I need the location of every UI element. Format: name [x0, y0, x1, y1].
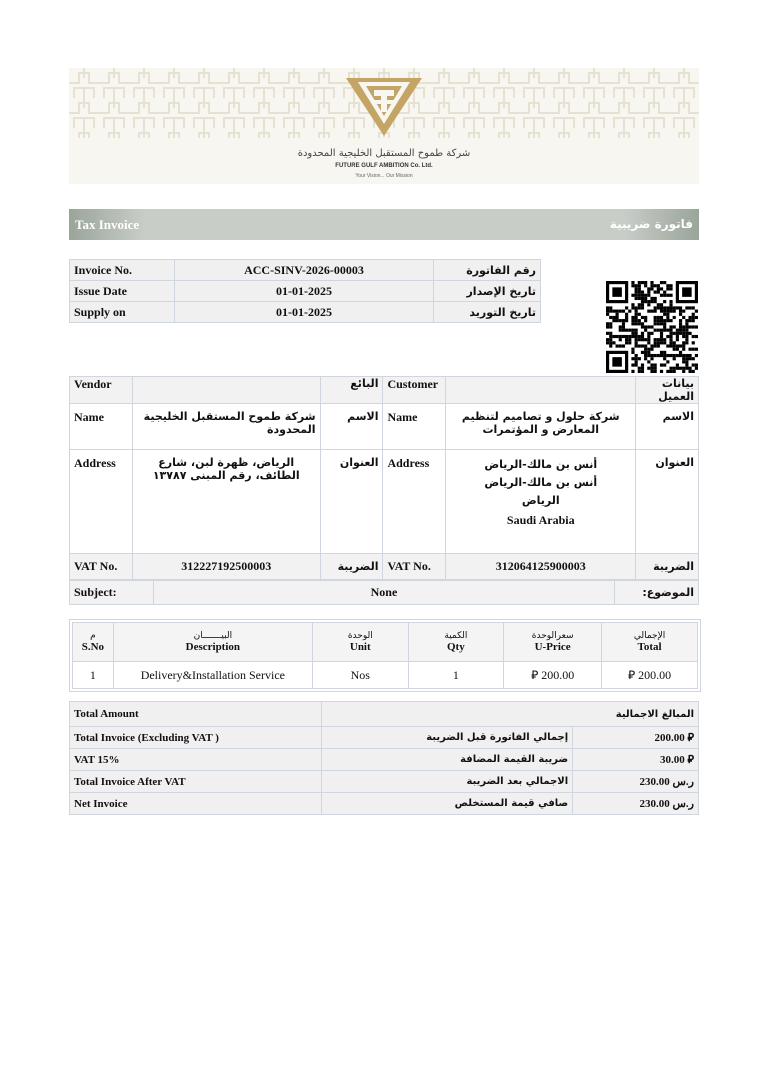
- vendor-vat-label-ar: الضريبة: [320, 554, 383, 580]
- vat-label-ar: ضريبة القيمة المضافة: [321, 749, 573, 771]
- customer-country: Saudi Arabia: [506, 513, 575, 527]
- vendor-label: Vendor: [70, 377, 133, 404]
- vendor-name-label-ar: الاسم: [320, 404, 383, 450]
- col-sno-en: S.No: [81, 641, 105, 653]
- col-total-en: Total: [637, 641, 662, 653]
- party-header-row: [70, 377, 699, 404]
- customer-address-label: Address: [383, 450, 446, 554]
- customer-label: Customer: [383, 377, 446, 404]
- title-bar: [69, 209, 699, 240]
- col-price-en: U-Price: [534, 641, 571, 653]
- invoice-no-label-ar: رقم الفاتورة: [434, 260, 541, 281]
- party-address-row: [70, 450, 699, 554]
- totals-row: [70, 771, 699, 793]
- totals-row: [70, 727, 699, 749]
- invoice-no-value: ACC-SINV-2026-00003: [174, 260, 434, 281]
- vat-value: 30.00 ⃁: [573, 749, 699, 771]
- issue-date-label: Issue Date: [70, 281, 175, 302]
- invoice-no-label: Invoice No.: [70, 260, 175, 281]
- customer-address: [446, 450, 636, 554]
- col-total-ar: الإجمالي: [633, 631, 666, 641]
- col-unit-en: Unit: [349, 641, 371, 653]
- col-qty-ar: الكمية: [444, 631, 468, 641]
- title-en: Tax Invoice: [75, 217, 140, 232]
- col-description-ar: البيـــــــان: [193, 631, 233, 641]
- customer-vat: 312064125900003: [446, 554, 636, 580]
- title-ar: فاتورة ضريبية: [609, 217, 693, 231]
- subject-label: Subject:: [70, 581, 154, 605]
- customer-address-line: الرياض: [521, 494, 560, 507]
- totals-row: [70, 749, 699, 771]
- customer-name-label: Name: [383, 404, 446, 450]
- col-sno-ar: م: [90, 631, 96, 641]
- customer-address-line: أنس بن مالك-الرياض: [484, 476, 598, 489]
- col-unit-ar: الوحدة: [347, 631, 373, 641]
- company-tagline: Your Vision... Our Mission: [355, 173, 413, 179]
- vendor-blank: [132, 377, 320, 404]
- party-name-row: [70, 404, 699, 450]
- supply-date-label: Supply on: [70, 302, 175, 323]
- col-price: [504, 623, 602, 662]
- col-description: [113, 623, 312, 662]
- company-name-en: FUTURE GULF AMBITION Co. Ltd.: [335, 163, 433, 169]
- col-unit: [312, 623, 408, 662]
- vendor-address: الرياض، ظهرة لبن، شارع الطائف، رقم المبنى ١٣٧٨٧: [132, 450, 320, 554]
- party-vat-row: [70, 554, 699, 580]
- col-qty-en: Qty: [447, 641, 465, 653]
- qr-code: [606, 281, 698, 373]
- total-excl-vat-label: Total Invoice (Excluding VAT ): [70, 727, 322, 749]
- net-invoice-value: ر.س 230.00: [573, 793, 699, 815]
- items-header-row: [73, 623, 698, 662]
- vat-label: VAT 15%: [70, 749, 322, 771]
- totals-row: [70, 793, 699, 815]
- vendor-name: شركة طموح المستقبل الخليجية المحدودة: [132, 404, 320, 450]
- customer-address-line: أنس بن مالك-الرياض: [484, 458, 598, 471]
- supply-date-value: 01-01-2025: [174, 302, 434, 323]
- vendor-label-ar: البائع: [320, 377, 383, 404]
- vendor-address-label: Address: [70, 450, 133, 554]
- col-description-en: Description: [185, 641, 241, 653]
- total-after-vat-label-ar: الاجمالي بعد الضريبة: [321, 771, 573, 793]
- vendor-vat: 312227192500003: [132, 554, 320, 580]
- totals-header-row: [70, 702, 699, 727]
- totals-table: [69, 701, 699, 815]
- col-total: [602, 623, 698, 662]
- vendor-name-label: Name: [70, 404, 133, 450]
- issue-date-label-ar: تاريخ الإصدار: [434, 281, 541, 302]
- supply-date-label-ar: تاريخ التوريد: [434, 302, 541, 323]
- issue-date-value: 01-01-2025: [174, 281, 434, 302]
- item-total: ⃁ 200.00: [602, 662, 698, 689]
- invoice-info-row: [70, 281, 541, 302]
- header-banner: [69, 68, 699, 184]
- item-unit: Nos: [312, 662, 408, 689]
- customer-label-ar: بيانات العميل: [636, 377, 699, 404]
- company-logo: [344, 74, 424, 140]
- item-price: ⃁ 200.00: [504, 662, 602, 689]
- subject-table: [69, 580, 699, 605]
- table-row: [73, 662, 698, 689]
- total-excl-vat-label-ar: إجمالي الفاتورة قبل الضريبة: [321, 727, 573, 749]
- item-qty: 1: [408, 662, 504, 689]
- invoice-info-row: [70, 260, 541, 281]
- customer-vat-label-ar: الضريبة: [636, 554, 699, 580]
- subject-label-ar: الموضوع:: [615, 581, 699, 605]
- customer-blank: [446, 377, 636, 404]
- customer-name-label-ar: الاسم: [636, 404, 699, 450]
- col-qty: [408, 623, 504, 662]
- subject-value: None: [153, 581, 615, 605]
- item-sno: 1: [73, 662, 114, 689]
- total-after-vat-label: Total Invoice After VAT: [70, 771, 322, 793]
- subject-row: [70, 581, 699, 605]
- item-description: Delivery&Installation Service: [113, 662, 312, 689]
- customer-address-label-ar: العنوان: [636, 450, 699, 554]
- vendor-address-label-ar: العنوان: [320, 450, 383, 554]
- invoice-info-row: [70, 302, 541, 323]
- company-name-ar: شركة طموح المستقبل الخليجية المحدودة: [297, 148, 471, 159]
- net-invoice-label: Net Invoice: [70, 793, 322, 815]
- items-table: [72, 622, 698, 689]
- col-price-ar: سعرالوحدة: [531, 631, 574, 641]
- items-section: [69, 619, 701, 692]
- vendor-vat-label: VAT No.: [70, 554, 133, 580]
- total-amount-label-ar: المبالغ الاجمالية: [321, 702, 698, 727]
- total-after-vat-value: ر.س 230.00: [573, 771, 699, 793]
- net-invoice-label-ar: صافي قيمة المستخلص: [321, 793, 573, 815]
- invoice-info-table: [69, 259, 541, 323]
- col-sno: [73, 623, 114, 662]
- customer-vat-label: VAT No.: [383, 554, 446, 580]
- party-table: [69, 376, 699, 580]
- total-amount-label: Total Amount: [70, 702, 322, 727]
- customer-name: شركة حلول و تصاميم لتنظيم المعارض و المؤتمرات: [446, 404, 636, 450]
- total-excl-vat-value: 200.00 ⃁: [573, 727, 699, 749]
